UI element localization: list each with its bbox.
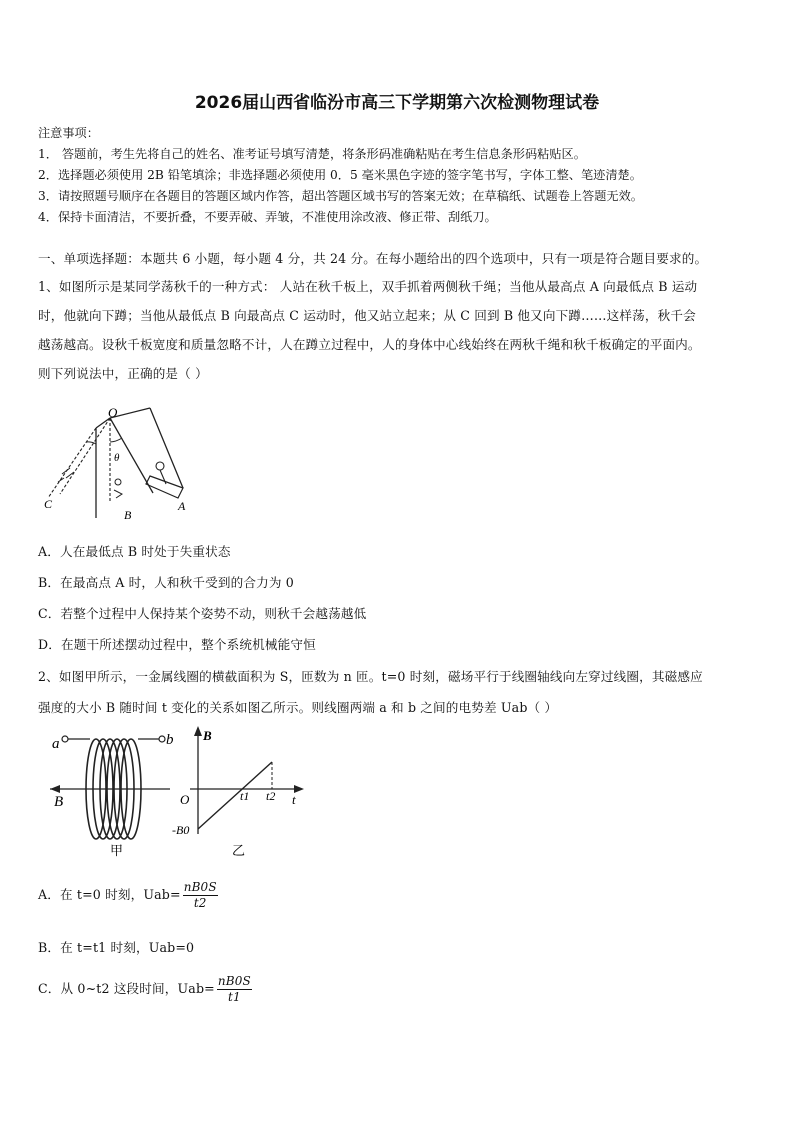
- q2-line-1: 2、如图甲所示，一金属线圈的横截面积为 S，匝数为 n 匝。t=0 时刻，磁场平行于线圈轴线向左穿过线圈，其磁感应: [38, 669, 703, 684]
- q1-line-2: 时，他就向下蹲；当他从最低点 B 向最高点 C 运动时，他又站立起来；从 C 回到 B 他又向下蹲……这样荡，秋千会: [38, 308, 696, 323]
- notice-item-2: 2．选择题必须使用 2B 铅笔填涂；非选择题必须使用 0．5 毫米黑色字迹的签字笔书写，字体工整、笔迹清楚。: [38, 168, 642, 182]
- q2-option-a-fraction: [183, 880, 218, 911]
- coil-label-B: B: [54, 794, 64, 810]
- section-heading: 一、单项选择题：本题共 6 小题，每小题 4 分，共 24 分。在每小题给出的四个选项中，只有一项是符合题目要求的。: [38, 251, 708, 266]
- graph-t1: t1: [240, 789, 250, 803]
- q2-option-a-denominator: t2: [193, 896, 207, 910]
- notice-item-3: 3．请按照题号顺序在各题目的答题区域内作答，超出答题区域书写的答案无效；在草稿纸、试题卷上答题无效。: [38, 189, 643, 203]
- q2-option-c-numerator: nB0S: [217, 974, 251, 988]
- figure-caption-jia: 甲: [110, 843, 124, 858]
- graph-origin: O: [180, 792, 190, 807]
- q1-option-b: B．在最高点 A 时，人和秋千受到的合力为 0: [38, 575, 294, 590]
- q1-option-a: A．人在最低点 B 时处于失重状态: [38, 544, 231, 559]
- q2-option-a-text: A．在 t=0 时刻，Uab=: [38, 887, 181, 902]
- notice-item-4: 4．保持卡面清洁，不要折叠，不要弄破、弄皱，不准使用涂改液、修正带、刮纸刀。: [38, 210, 497, 224]
- page-title: 2026届山西省临汾市高三下学期第六次检测物理试卷: [194, 93, 600, 113]
- q2-option-a-numerator: nB0S: [183, 880, 217, 894]
- swing-label-theta: θ: [114, 452, 120, 464]
- notice-heading: 注意事项：: [38, 126, 99, 140]
- q2-option-b: B．在 t=t1 时刻，Uab=0: [38, 940, 195, 955]
- bt-graph: [168, 724, 308, 859]
- q1-option-c: C．若整个过程中人保持某个姿势不动，则秋千会越荡越低: [38, 606, 367, 621]
- q2-option-c-denominator: t1: [228, 990, 241, 1004]
- q1-line-4: 则下列说法中，正确的是（ ）: [38, 366, 208, 381]
- swing-figure: [38, 398, 198, 528]
- coil-figure: [38, 724, 173, 859]
- coil-label-a: a: [52, 736, 60, 752]
- q2-line-2: 强度的大小 B 随时间 t 变化的关系如图乙所示。则线圈两端 a 和 b 之间的电势差 Uab（ ）: [38, 700, 558, 715]
- q2-option-c-text: C．从 0~t2 这段时间，Uab=: [38, 981, 215, 996]
- q1-line-1: 1、如图所示是某同学荡秋千的一种方式： 人站在秋千板上，双手抓着两侧秋千绳；当他从最高点 A 向最低点 B 运动: [38, 279, 698, 294]
- coil-label-b: b: [166, 732, 173, 748]
- swing-label-o: O: [108, 405, 118, 420]
- graph-axis-t: t: [292, 792, 296, 807]
- figure-caption-yi: 乙: [232, 843, 246, 858]
- q1-option-d: D．在题干所述摆动过程中，整个系统机械能守恒: [38, 637, 316, 652]
- swing-label-c: C: [44, 497, 53, 511]
- graph-t2: t2: [266, 789, 276, 803]
- notice-item-1: 1． 答题前，考生先将自己的姓名、准考证号填写清楚，将条形码准确粘贴在考生信息条形码粘贴区。: [38, 147, 586, 161]
- graph-axis-B: B: [203, 728, 212, 743]
- q2-option-c-fraction: [217, 974, 252, 1005]
- q1-line-3: 越荡越高。设秋千板宽度和质量忽略不计，人在蹲立过程中，人的身体中心线始终在两秋千绳和秋千板确定的平面内。: [38, 337, 701, 352]
- swing-label-a: A: [178, 499, 186, 513]
- graph-neg-b0: -B0: [172, 823, 190, 837]
- q2-option-a: [38, 880, 218, 911]
- q2-option-c: [38, 974, 252, 1005]
- swing-label-b: B: [124, 508, 132, 522]
